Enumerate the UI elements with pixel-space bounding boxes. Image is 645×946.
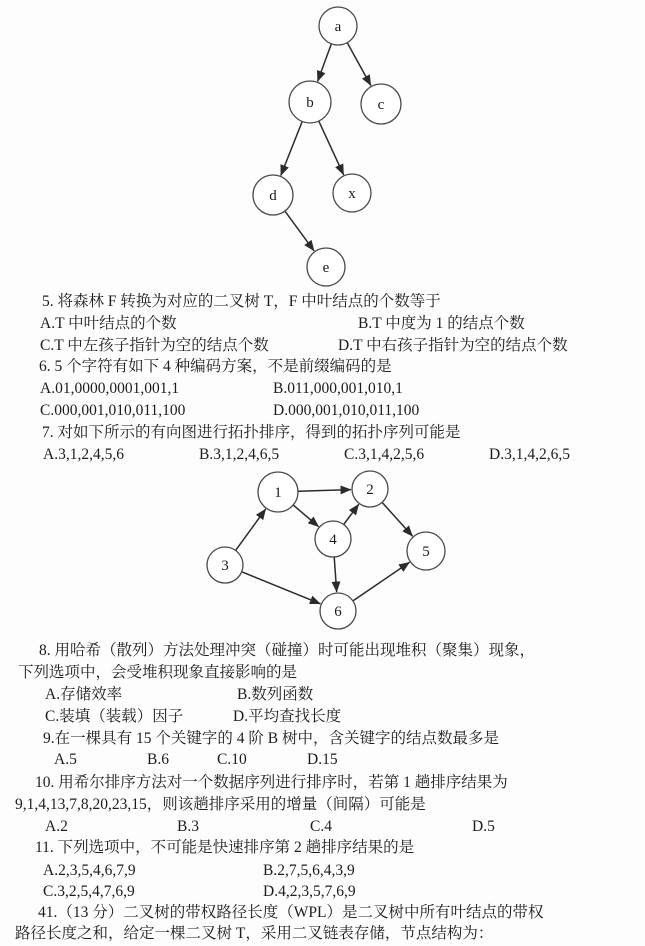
q6-options-cd xyxy=(0,400,645,422)
q8-option-a: A.存储效率 xyxy=(45,686,123,703)
q41-line2 xyxy=(0,923,645,945)
q10-stem1: 10. 用希尔排序方法对一个数据序列进行排序时，若第 1 趟排序结果为 xyxy=(35,774,508,791)
q7-stem: 7. 对如下所示的有向图进行拓扑排序，得到的拓扑序列可能是 xyxy=(42,424,461,441)
q9-option-d: D.15 xyxy=(307,751,338,768)
q8-option-b: B.数列函数 xyxy=(237,686,314,703)
q11-option-d: D.4,2,3,5,7,6,9 xyxy=(263,883,356,900)
q10-option-b: B.3 xyxy=(177,818,199,835)
q5-option-a: A.T 中叶结点的个数 xyxy=(40,315,177,332)
q5-option-b: B.T 中度为 1 的结点个数 xyxy=(358,315,525,332)
tree-edge-b-x xyxy=(319,121,344,175)
graph-edge-1-2 xyxy=(298,490,351,492)
tree-edge-b-d xyxy=(281,122,302,176)
q10-options xyxy=(0,816,645,838)
q11-options-cd xyxy=(0,881,645,903)
q11-option-b: B.2,7,5,6,4,3,9 xyxy=(263,862,355,879)
tree-node-label-a: a xyxy=(334,19,342,35)
q11-option-c: C.3,2,5,4,7,6,9 xyxy=(43,883,135,900)
q8-stem-line1 xyxy=(0,640,645,662)
graph-edge-3-1 xyxy=(236,509,266,550)
directed-graph-diagram xyxy=(207,471,445,629)
q8-options-cd xyxy=(0,706,645,728)
q7-stem-line xyxy=(0,422,645,444)
binary-tree-diagram xyxy=(253,7,401,286)
q41-text1: 41.（13 分）二叉树的带权路径长度（WPL）是二叉树中所有叶结点的带权 xyxy=(38,904,544,921)
q6-option-d: D.000,001,010,011,100 xyxy=(273,402,420,419)
q11-stem: 11. 下列选项中，不可能是快速排序第 2 趟排序结果的是 xyxy=(35,839,415,856)
q11-stem-line xyxy=(0,837,645,859)
tree-edge-a-b xyxy=(318,44,332,82)
q41-text2: 路径长度之和，给定一棵二叉树 T，采用二叉链表存储，节点结构为： xyxy=(15,925,494,942)
q6-options-ab xyxy=(0,378,645,400)
q10-stem-line2 xyxy=(0,794,645,816)
graph-edge-6-5 xyxy=(353,562,410,601)
q9-option-c: C.10 xyxy=(217,751,247,768)
graph-edge-3-6 xyxy=(242,572,321,604)
graph-edge-4-2 xyxy=(344,504,359,524)
q6-option-a: A.01,0000,0001,001,1 xyxy=(40,380,180,397)
q5-option-c: C.T 中左孩子指针为空的结点个数 xyxy=(40,337,269,354)
q10-stem2: 9,1,4,13,7,8,20,23,15，则该趟排序采用的增量（间隔）可能是 xyxy=(15,796,426,813)
q9-options xyxy=(0,749,645,771)
graph-edge-2-5 xyxy=(382,502,413,536)
q10-option-d: D.5 xyxy=(472,818,495,835)
q7-option-d: D.3,1,4,2,6,5 xyxy=(489,446,570,463)
graph-node-label-3: 3 xyxy=(221,558,229,574)
q8-option-d: D.平均查找长度 xyxy=(233,708,342,725)
q10-option-a: A.2 xyxy=(45,818,68,835)
q8-options-ab xyxy=(0,684,645,706)
graph-node-label-5: 5 xyxy=(422,544,430,560)
q8-stem2: 下列选项中，会受堆积现象直接影响的是 xyxy=(18,664,298,681)
q9-stem-line xyxy=(0,728,645,750)
graph-node-label-6: 6 xyxy=(334,604,342,620)
q11-option-a: A.2,3,5,4,6,7,9 xyxy=(43,862,136,879)
q8-stem1: 8. 用哈希（散列）方法处理冲突（碰撞）时可能出现堆积（聚集）现象， xyxy=(39,642,536,659)
q9-option-a: A.5 xyxy=(54,751,77,768)
q8-option-c: C.装填（装载）因子 xyxy=(45,708,184,725)
q5-options-ab xyxy=(0,313,645,335)
q6-stem-line xyxy=(0,356,645,378)
q9-stem: 9.在一棵具有 15 个关键字的 4 阶 B 树中，含关键字的结点数最多是 xyxy=(43,730,499,747)
q7-option-a: A.3,1,2,4,5,6 xyxy=(43,446,124,463)
q6-stem: 6. 5 个字符有如下 4 种编码方案，不是前缀编码的是 xyxy=(39,358,392,375)
q5-option-d: D.T 中右孩子指针为空的结点个数 xyxy=(338,337,568,354)
graph-node-label-2: 2 xyxy=(366,482,374,498)
q10-option-c: C.4 xyxy=(310,818,332,835)
graph-node-label-1: 1 xyxy=(274,485,282,501)
q7-option-b: B.3,1,2,4,6,5 xyxy=(199,446,280,463)
q5-stem-line xyxy=(0,291,645,313)
tree-node-label-e: e xyxy=(322,260,330,276)
tree-edge-a-c xyxy=(347,43,371,86)
q7-option-c: C.3,1,4,2,5,6 xyxy=(344,446,425,463)
graph-node-label-4: 4 xyxy=(329,532,337,548)
graph-edge-1-4 xyxy=(293,505,318,527)
q5-stem: 5. 将森林 F 转换为对应的二叉树 T，F 中叶结点的个数等于 xyxy=(42,293,441,310)
q11-options-ab xyxy=(0,860,645,882)
tree-node-label-b: b xyxy=(306,95,314,111)
tree-node-label-c: c xyxy=(377,97,385,113)
q8-stem-line2 xyxy=(0,662,645,684)
tree-edge-d-e xyxy=(285,211,314,251)
tree-node-label-x: x xyxy=(348,186,356,202)
q10-stem-line1 xyxy=(0,772,645,794)
q7-options xyxy=(0,444,645,466)
q6-option-b: B.011,000,001,010,1 xyxy=(273,380,403,397)
q41-line1 xyxy=(0,902,645,924)
tree-node-label-d: d xyxy=(269,188,277,204)
q5-options-cd xyxy=(0,335,645,357)
graph-edge-4-6 xyxy=(334,557,337,592)
q6-option-c: C.000,001,010,011,100 xyxy=(40,402,186,419)
q9-option-b: B.6 xyxy=(147,751,169,768)
